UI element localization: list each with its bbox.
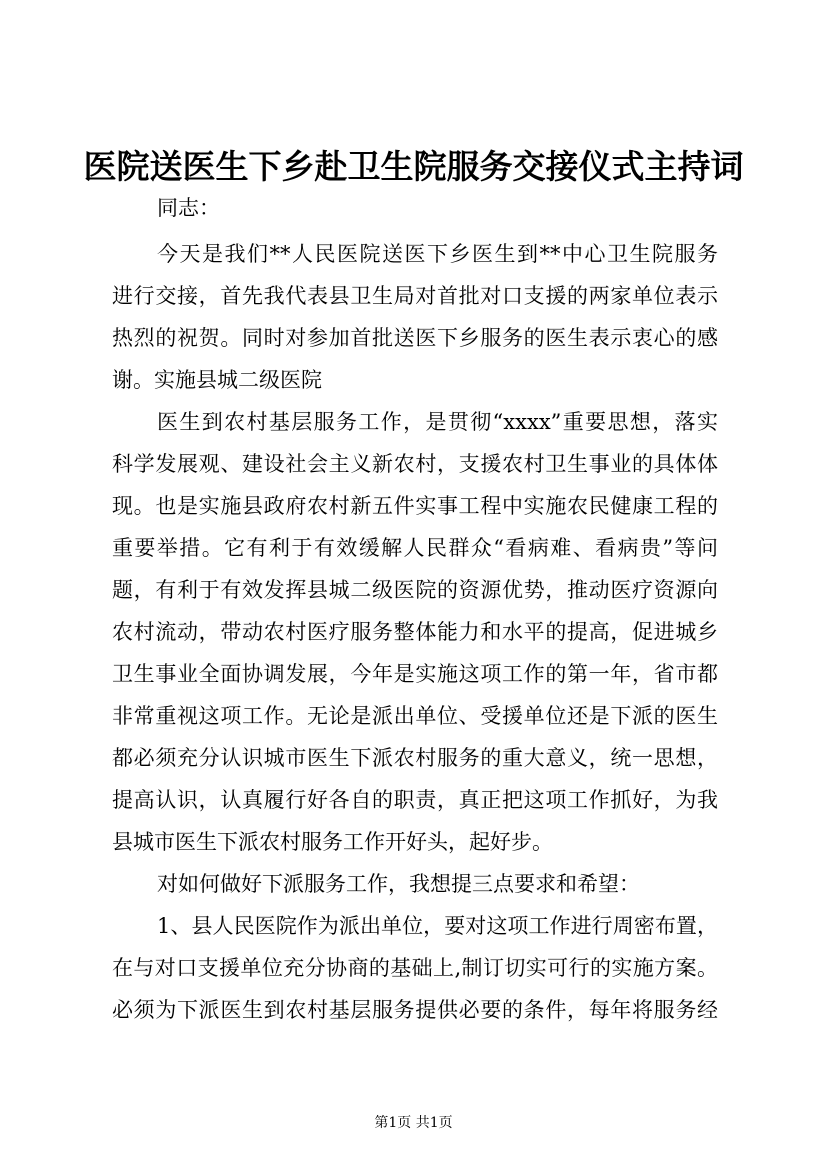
paragraph-line: 重要举措。它有利于有效缓解人民群众“看病难、看病贵”等问 — [112, 536, 718, 560]
paragraph-line: 对如何做好下派服务工作，我想提三点要求和希望： — [157, 872, 640, 896]
salutation: 同志： — [157, 196, 220, 220]
paragraph-line: 题，有利于有效发挥县城二级医院的资源优势，推动医疗资源向 — [112, 578, 718, 602]
paragraph-line: 卫生事业全面协调发展，今年是实施这项工作的第一年，省市都 — [112, 662, 718, 686]
document-title: 医院送医生下乡赴卫生院服务交接仪式主持词 — [83, 147, 744, 186]
paragraph-line: 必须为下派医生到农村基层服务提供必要的条件，每年将服务经 — [112, 998, 718, 1022]
paragraph-line: 县城市医生下派农村服务工作开好头，起好步。 — [112, 830, 553, 854]
paragraph-line: 现。也是实施县政府农村新五件实事工程中实施农民健康工程的 — [112, 494, 718, 518]
paragraph-line: 1、县人民医院作为派出单位，要对这项工作进行周密布置， — [157, 914, 718, 938]
paragraph-line: 非常重视这项工作。无论是派出单位、受援单位还是下派的医生 — [112, 704, 718, 728]
page-footer: 第1页 共1页 — [374, 1115, 453, 1131]
paragraph-line: 提高认识，认真履行好各自的职责，真正把这项工作抓好，为我 — [112, 788, 718, 812]
paragraph-line: 医生到农村基层服务工作，是贯彻“xxxx”重要思想，落实 — [157, 410, 718, 434]
paragraph-line: 进行交接，首先我代表县卫生局对首批对口支援的两家单位表示 — [112, 284, 718, 308]
paragraph-line: 农村流动，带动农村医疗服务整体能力和水平的提高，促进城乡 — [112, 620, 718, 644]
paragraph-line: 热烈的祝贺。同时对参加首批送医下乡服务的医生表示衷心的感 — [112, 326, 718, 350]
paragraph-line: 谢。实施县城二级医院 — [112, 368, 322, 392]
paragraph-line: 都必须充分认识城市医生下派农村服务的重大意义，统一思想， — [112, 746, 718, 770]
paragraph-line: 科学发展观、建设社会主义新农村，支援农村卫生事业的具体体 — [112, 452, 718, 476]
paragraph-line: 今天是我们**人民医院送医下乡医生到**中心卫生院服务 — [157, 242, 718, 266]
paragraph-line: 在与对口支援单位充分协商的基础上,制订切实可行的实施方案。 — [112, 956, 718, 980]
